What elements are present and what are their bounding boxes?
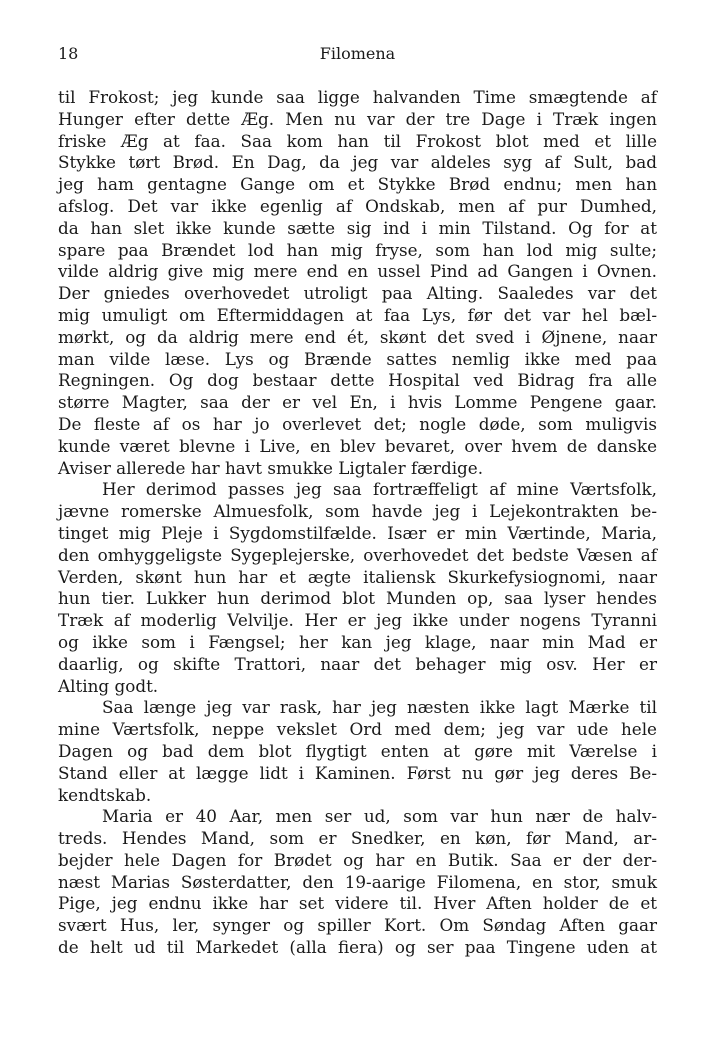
text-line: Pige, jeg endnu ikke har set videre til. Hver Aften holder de et <box>58 893 657 914</box>
text-line: næst Marias Søsterdatter, den 19-aarige Filomena, en stor, smuk <box>58 871 657 892</box>
text-line: Verden, skønt hun har et ægte italiensk Skurkefysiognomi, naar <box>58 566 657 587</box>
text-line: spare paa Brændet lod han mig fryse, som han lod mig sulte; <box>58 239 657 260</box>
text-line: Saa længe jeg var rask, har jeg næsten ikke lagt Mærke til <box>102 697 657 718</box>
body-text <box>58 87 657 959</box>
text-line: og ikke som i Fængsel; her kan jeg klage, naar min Mad er <box>58 631 657 652</box>
text-line: Her derimod passes jeg saa fortræffeligt af mine Værtsfolk, <box>102 479 657 500</box>
text-line: man vilde læse. Lys og Brænde sattes nemlig ikke med paa <box>58 348 657 369</box>
text-line: Aviser allerede har havt smukke Ligtaler færdige. <box>58 457 484 478</box>
text-line: Alting godt. <box>58 675 159 696</box>
text-line: mig umuligt om Eftermiddagen at faa Lys, før det var hel bæl- <box>58 304 657 325</box>
text-line: hun tier. Lukker hun derimod blot Munden op, saa lyser hendes <box>58 588 657 609</box>
text-line: De fleste af os har jo overlevet det; nogle døde, som muligvis <box>58 413 657 434</box>
text-line: bejder hele Dagen for Brødet og har en Butik. Saa er der der- <box>58 849 657 870</box>
text-line: mørkt, og da aldrig mere end ét, skønt det sved i Øjnene, naar <box>58 326 657 347</box>
text-line: til Frokost; jeg kunde saa ligge halvanden Time smægtende af <box>58 87 657 107</box>
text-line: Dagen og bad dem blot flygtigt enten at gøre mit Værelse i <box>58 740 657 761</box>
text-line: Stykke tørt Brød. En Dag, da jeg var aldeles syg af Sult, bad <box>58 152 657 173</box>
text-line: tinget mig Pleje i Sygdomstilfælde. Især er min Værtinde, Maria, <box>58 522 657 543</box>
text-line: Stand eller at lægge lidt i Kaminen. Først nu gør jeg deres Be- <box>58 762 657 783</box>
text-line: Maria er 40 Aar, men ser ud, som var hun nær de halv- <box>102 806 657 827</box>
text-line: den omhyggeligste Sygeplejerske, overhovedet det bedste Væsen af <box>58 544 657 565</box>
text-line: Hunger efter dette Æg. Men nu var der tre Dage i Træk ingen <box>58 108 657 129</box>
text-line: Der gniedes overhovedet utroligt paa Alting. Saaledes var det <box>58 283 657 304</box>
page-number: 18 <box>58 44 79 63</box>
text-line: Træk af moderlig Velvilje. Her er jeg ikke under nogens Tyranni <box>58 610 657 631</box>
page-header <box>58 44 657 68</box>
text-line: de helt ud til Markedet (alla fiera) og ser paa Tingene uden at <box>58 937 657 958</box>
text-line: jeg ham gentagne Gange om et Stykke Brød endnu; men han <box>58 174 657 195</box>
text-line: daarlig, og skifte Trattori, naar det behager mig osv. Her er <box>58 653 657 674</box>
text-line: da han slet ikke kunde sætte sig ind i min Tilstand. Og for at <box>58 217 657 238</box>
text-line: afslog. Det var ikke egenlig af Ondskab, men af pur Dumhed, <box>58 195 657 216</box>
text-line: vilde aldrig give mig mere end en ussel Pind ad Gangen i Ovnen. <box>58 261 657 282</box>
text-line: kendtskab. <box>58 784 152 805</box>
text-line: svært Hus, ler, synger og spiller Kort. Om Søndag Aften gaar <box>58 915 657 936</box>
text-line: Regningen. Og dog bestaar dette Hospital ved Bidrag fra alle <box>58 370 657 391</box>
running-title: Filomena <box>319 44 396 63</box>
text-line: kunde været blevne i Live, en blev bevaret, over hvem de danske <box>58 435 657 456</box>
text-line: treds. Hendes Mand, som er Snedker, en køn, før Mand, ar- <box>58 828 657 849</box>
text-line: større Magter, saa der er vel En, i hvis Lomme Pengene gaar. <box>58 392 657 413</box>
text-line: friske Æg at faa. Saa kom han til Frokost blot med et lille <box>58 130 657 151</box>
text-line: jævne romerske Almuesfolk, som havde jeg i Lejekontrakten be- <box>58 501 657 522</box>
text-line: mine Værtsfolk, neppe vekslet Ord med dem; jeg var ude hele <box>58 719 657 740</box>
